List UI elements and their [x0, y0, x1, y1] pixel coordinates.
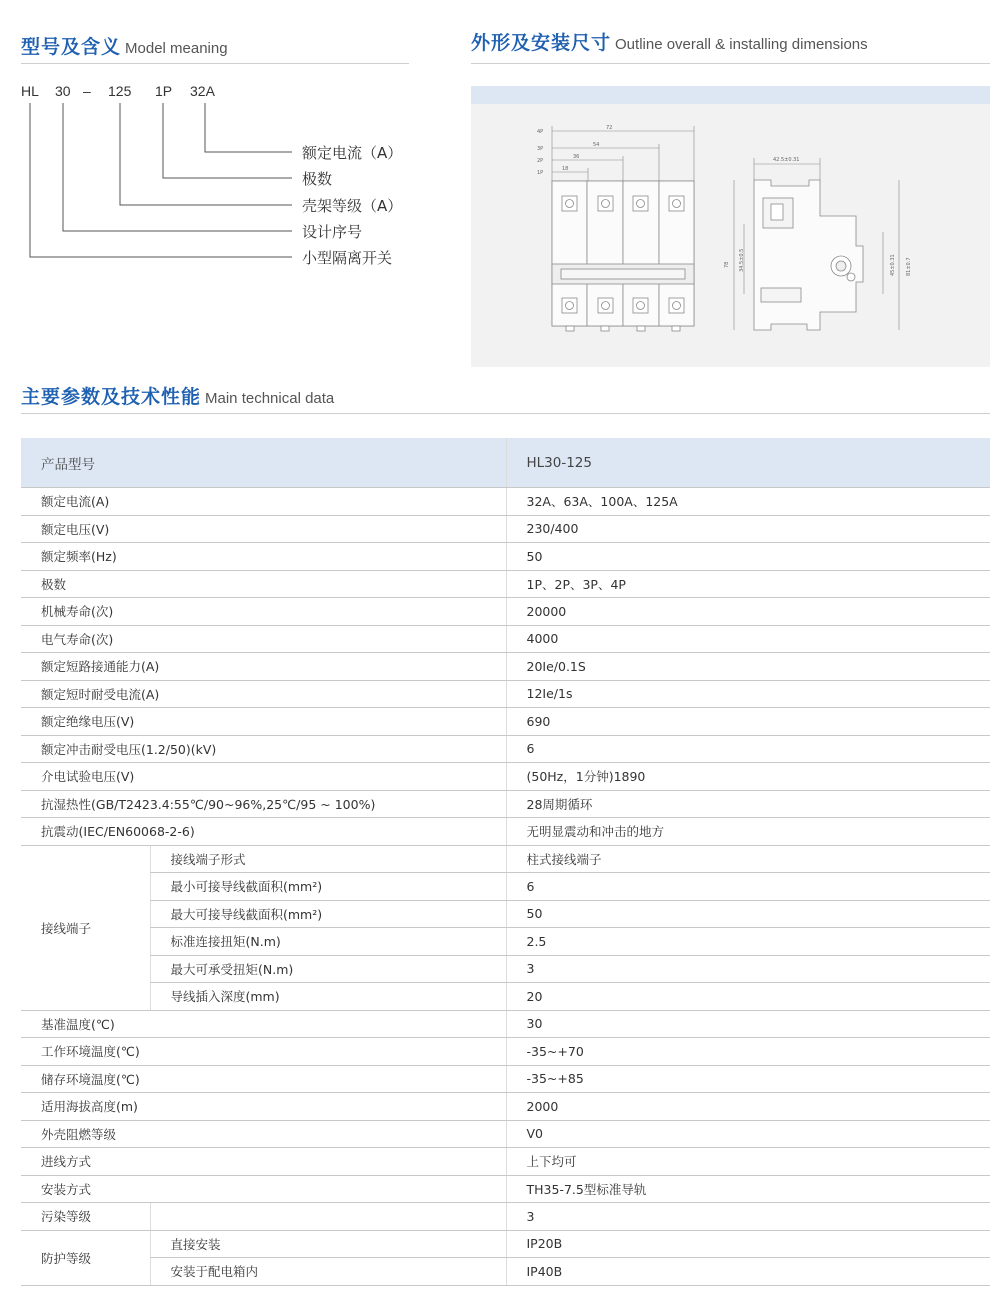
- table-row: [21, 1230, 990, 1258]
- row-value: 2000: [506, 1093, 990, 1121]
- model-code-part-dash: –: [83, 83, 91, 99]
- row-label: 直接安装: [150, 1230, 506, 1258]
- table-row: [21, 845, 990, 873]
- table-row: [21, 900, 990, 928]
- row-label: 外壳阻燃等级: [21, 1120, 506, 1148]
- outline-title: [471, 28, 868, 55]
- side-view: [724, 157, 912, 330]
- table-row: [21, 763, 990, 791]
- outline-title-en: Outline overall & installing dimensions: [615, 36, 868, 53]
- model-meaning-title-zh: 型号及含义: [21, 36, 122, 58]
- row-label: 进线方式: [21, 1148, 506, 1176]
- row-label: 安装于配电箱内: [150, 1258, 506, 1286]
- table-header-value: HL30-125: [506, 438, 990, 488]
- row-value: 1P、2P、3P、4P: [506, 570, 990, 598]
- row-label: 最大可接导线截面积(mm²): [150, 900, 506, 928]
- row-label: 电气寿命(次): [21, 625, 506, 653]
- row-value: IP40B: [506, 1258, 990, 1286]
- table-row: [21, 1093, 990, 1121]
- row-value: TH35-7.5型标准导轨: [506, 1175, 990, 1203]
- row-value: 12Ie/1s: [506, 680, 990, 708]
- model-code-part-current: 32A: [190, 83, 215, 99]
- row-value: 230/400: [506, 515, 990, 543]
- table-row: [21, 570, 990, 598]
- side-dim-height: 78: [724, 261, 730, 268]
- outline-drawing-panel: [471, 86, 990, 367]
- model-code-part-poles: 1P: [155, 83, 173, 99]
- model-code-part-series: HL: [21, 83, 39, 99]
- row-value: 4000: [506, 625, 990, 653]
- outline-divider: [471, 63, 990, 64]
- technical-data-title: [21, 382, 334, 409]
- protection-group-label: 防护等级: [21, 1230, 150, 1285]
- outline-title-zh: 外形及安装尺寸: [471, 32, 612, 54]
- front-width-36: 36: [573, 154, 580, 160]
- table-row: [21, 1175, 990, 1203]
- technical-data-divider: [21, 413, 990, 414]
- row-label: 额定短路接通能力(A): [21, 653, 506, 681]
- row-value: 30: [506, 1010, 990, 1038]
- row-value: 柱式接线端子: [506, 845, 990, 873]
- row-value: 20000: [506, 598, 990, 626]
- row-label: 最大可承受扭矩(N.m): [150, 955, 506, 983]
- table-row: [21, 598, 990, 626]
- table-row: [21, 1010, 990, 1038]
- row-label: 额定频率(Hz): [21, 543, 506, 571]
- row-label: 抗震动(IEC/EN60068-2-6): [21, 818, 506, 846]
- row-value: 32A、63A、100A、125A: [506, 488, 990, 516]
- front-pole-1p: 1P: [537, 170, 544, 176]
- row-label: 介电试验电压(V): [21, 763, 506, 791]
- row-label: 额定绝缘电压(V): [21, 708, 506, 736]
- front-width-72: 72: [606, 125, 613, 131]
- side-dim-inner: 34.5±0.5: [739, 248, 745, 272]
- table-row: [21, 488, 990, 516]
- row-label: 适用海拔高度(m): [21, 1093, 506, 1121]
- row-label: 污染等级: [21, 1203, 150, 1231]
- front-pole-3p: 3P: [537, 146, 544, 152]
- table-row: [21, 1120, 990, 1148]
- row-value: 6: [506, 873, 990, 901]
- row-value: V0: [506, 1120, 990, 1148]
- table-row: [21, 983, 990, 1011]
- technical-data-table: [21, 438, 990, 1286]
- row-label: 工作环境温度(℃): [21, 1038, 506, 1066]
- table-row: [21, 543, 990, 571]
- row-label: 极数: [21, 570, 506, 598]
- row-value: 28周期循环: [506, 790, 990, 818]
- row-value: 2.5: [506, 928, 990, 956]
- row-label: 导线插入深度(mm): [150, 983, 506, 1011]
- row-value: 50: [506, 543, 990, 571]
- meaning-rated-current: 额定电流（A）: [302, 144, 403, 162]
- row-label: 标准连接扭矩(N.m): [150, 928, 506, 956]
- row-value: (50Hz，1分钟)1890: [506, 763, 990, 791]
- model-code-part-design: 30: [55, 83, 71, 99]
- table-row: [21, 928, 990, 956]
- row-value: -35~+85: [506, 1065, 990, 1093]
- table-row: [21, 1203, 990, 1231]
- row-label: 接线端子形式: [150, 845, 506, 873]
- row-label: 安装方式: [21, 1175, 506, 1203]
- table-row: [21, 873, 990, 901]
- row-value: 20Ie/0.1S: [506, 653, 990, 681]
- table-row: [21, 1258, 990, 1286]
- model-meaning-title-en: Model meaning: [125, 40, 228, 57]
- table-row: [21, 515, 990, 543]
- table-row: [21, 625, 990, 653]
- front-pole-4p: 4P: [537, 129, 544, 135]
- meaning-design-number: 设计序号: [302, 223, 363, 241]
- row-label: 机械寿命(次): [21, 598, 506, 626]
- row-value: 上下均可: [506, 1148, 990, 1176]
- table-row: [21, 790, 990, 818]
- meaning-frame-rating: 壳架等级（A）: [302, 197, 403, 215]
- row-label: 最小可接导线截面积(mm²): [150, 873, 506, 901]
- front-width-18: 18: [562, 166, 569, 172]
- row-label: 抗湿热性(GB/T2423.4:55℃/90~96%,25℃/95 ~ 100%): [21, 790, 506, 818]
- table-header-label: 产品型号: [21, 438, 506, 488]
- table-row: [21, 653, 990, 681]
- table-row: [21, 680, 990, 708]
- row-value: -35~+70: [506, 1038, 990, 1066]
- row-label: 额定电压(V): [21, 515, 506, 543]
- side-dim-top: 42.5±0.31: [773, 157, 800, 163]
- row-label: 基准温度(℃): [21, 1010, 506, 1038]
- table-row: [21, 818, 990, 846]
- meaning-poles: 极数: [302, 170, 333, 188]
- row-value: 3: [506, 955, 990, 983]
- row-value: 690: [506, 708, 990, 736]
- row-value: 50: [506, 900, 990, 928]
- technical-data-title-zh: 主要参数及技术性能: [21, 386, 202, 408]
- table-header-row: [21, 438, 990, 488]
- outline-drawing: [471, 86, 990, 367]
- table-row: [21, 735, 990, 763]
- row-sub-empty: [150, 1203, 506, 1231]
- row-label: 储存环境温度(℃): [21, 1065, 506, 1093]
- row-label: 额定短时耐受电流(A): [21, 680, 506, 708]
- table-row: [21, 955, 990, 983]
- row-value: 6: [506, 735, 990, 763]
- side-dim-right-1: 45±0.31: [890, 254, 896, 276]
- side-dim-right-2: 81±0.7: [906, 257, 912, 276]
- model-code-part-frame: 125: [108, 83, 132, 99]
- row-value: 20: [506, 983, 990, 1011]
- row-value: IP20B: [506, 1230, 990, 1258]
- terminal-group-label: 接线端子: [21, 845, 150, 1010]
- table-row: [21, 708, 990, 736]
- meaning-isolating-switch: 小型隔离开关: [302, 249, 393, 267]
- front-width-54: 54: [593, 142, 600, 148]
- table-row: [21, 1038, 990, 1066]
- table-row: [21, 1065, 990, 1093]
- row-value: 无明显震动和冲击的地方: [506, 818, 990, 846]
- row-value: 3: [506, 1203, 990, 1231]
- front-pole-2p: 2P: [537, 158, 544, 164]
- row-label: 额定电流(A): [21, 488, 506, 516]
- front-view: [537, 125, 694, 331]
- row-label: 额定冲击耐受电压(1.2/50)(kV): [21, 735, 506, 763]
- table-row: [21, 1148, 990, 1176]
- technical-data-title-en: Main technical data: [205, 390, 335, 407]
